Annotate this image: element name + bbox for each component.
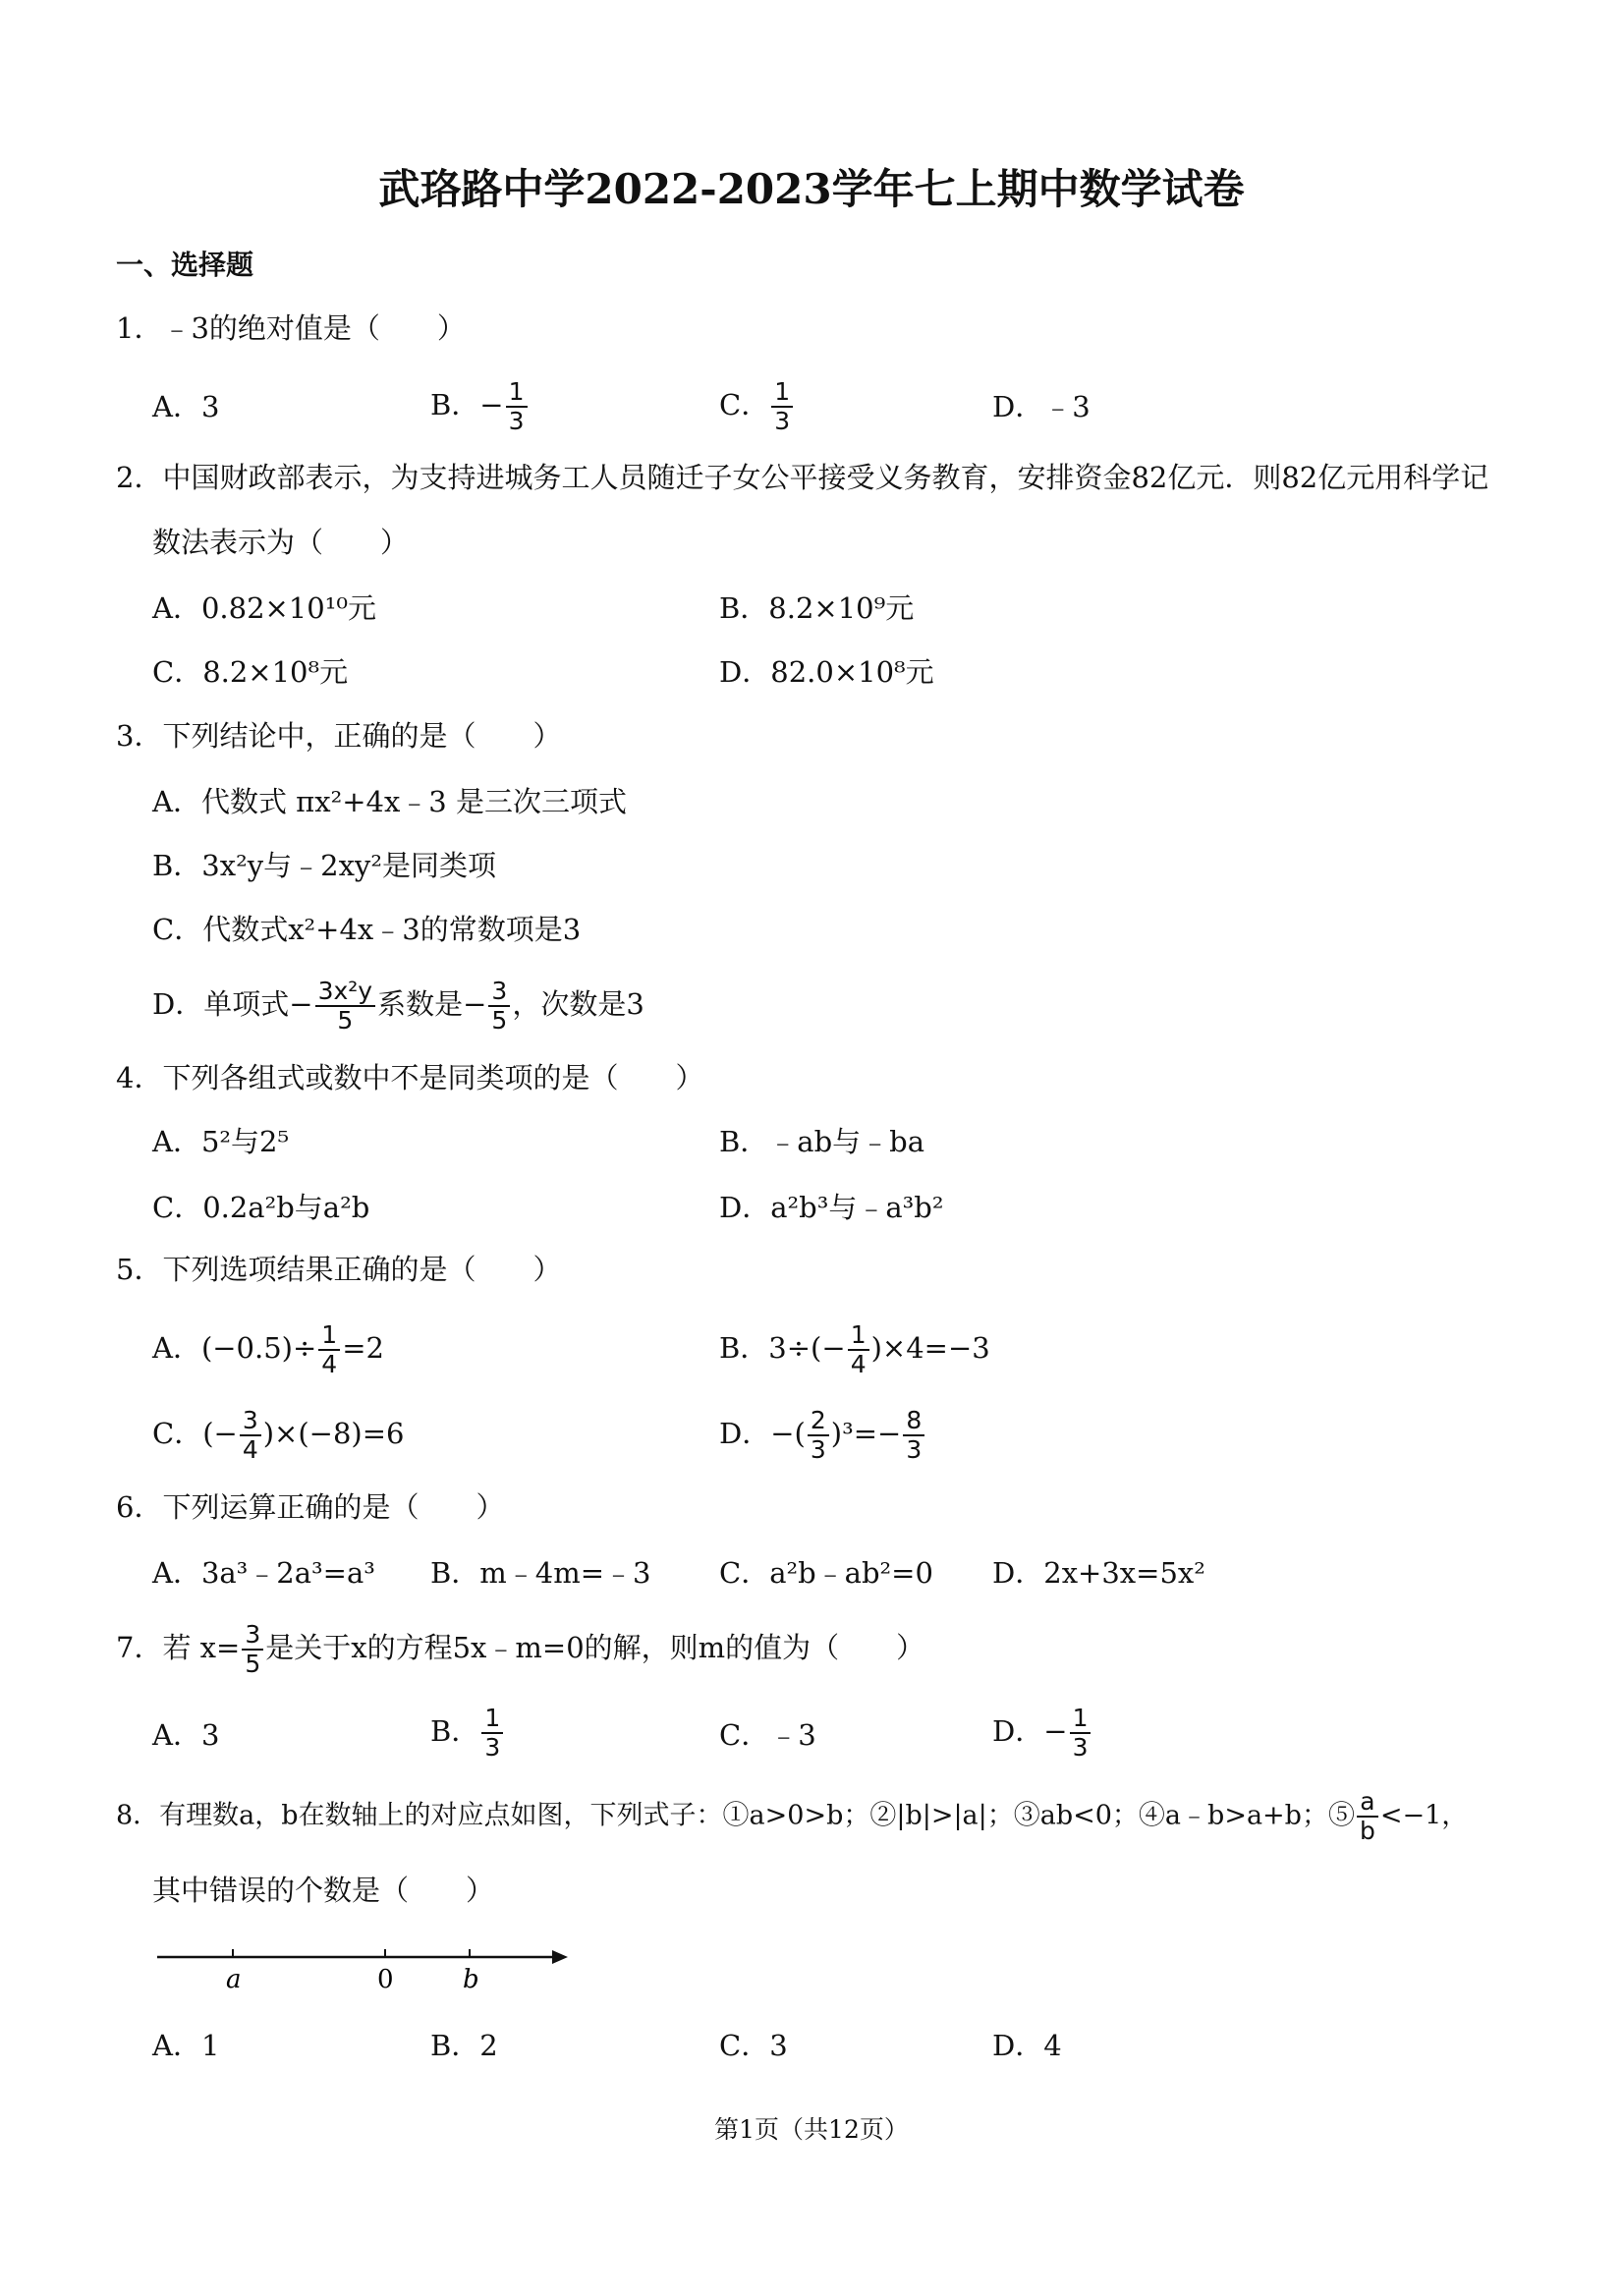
q1-option-a: A．3 [152, 390, 220, 423]
fraction: $\frac{3}{4}$ [240, 1407, 261, 1464]
q1-option-c: C． $\frac{1}{3}$ [719, 378, 795, 435]
q1-option-d: D．﹣3 [992, 390, 1091, 423]
fraction: $\frac{1}{4}$ [318, 1321, 340, 1378]
q4-option-d: D．a²b³与﹣a³b² [719, 1191, 944, 1224]
number-line-figure [157, 1933, 580, 1992]
q8-stem-line1: 8．有理数a，b在数轴上的对应点如图，下列式子：①a>0>b；②|b|>|a|；③ab<0；④a﹣b>a+b；⑤ $\frac{a}{b}$ <−1， [116, 1787, 1469, 1845]
label-b: b [463, 1965, 479, 1992]
q3-option-d: D．单项式− $\frac{\text{3x²y}}{5}$ 系数是− $\frac{3}{5}$ ，次数是3 [152, 977, 644, 1035]
fraction: $\frac{3}{5}$ [488, 978, 510, 1035]
q8-option-c: C．3 [719, 2029, 788, 2062]
q2-option-b: B．8.2×10⁹元 [719, 591, 915, 625]
q4-option-b: B．﹣ab与﹣ba [719, 1125, 925, 1158]
q7-option-c: C．﹣3 [719, 1718, 816, 1752]
q5-stem: 5．下列选项结果正确的是（ ） [116, 1253, 562, 1286]
fraction: $\frac{1}{4}$ [848, 1321, 869, 1378]
q6-stem: 6．下列运算正确的是（ ） [116, 1490, 505, 1524]
q5-option-d: D．−( $\frac{2}{3}$ )³=− $\frac{8}{3}$ [719, 1407, 926, 1464]
q6-option-d: D．2x+3x=5x² [992, 1556, 1205, 1590]
q7-option-b: B． $\frac{1}{3}$ [430, 1705, 505, 1762]
section-heading: 一、选择题 [116, 249, 254, 281]
q8-option-b: B．2 [430, 2029, 498, 2062]
q3-stem: 3．下列结论中，正确的是（ ） [116, 719, 562, 753]
page-footer: 第1页（共12页） [714, 2115, 909, 2144]
q6-option-a: A．3a³﹣2a³=a³ [152, 1556, 375, 1590]
q3-option-c: C．代数式x²+4x﹣3的常数项是3 [152, 913, 582, 946]
q4-stem: 4．下列各组式或数中不是同类项的是（ ） [116, 1061, 704, 1094]
q1-option-b: B．− $\frac{1}{3}$ [430, 378, 530, 435]
q8-option-a: A．1 [152, 2029, 220, 2062]
q7-option-a: A．3 [152, 1718, 220, 1752]
fraction: $\frac{\text{3x²y}}{5}$ [315, 978, 376, 1035]
fraction: $\frac{1}{3}$ [481, 1705, 503, 1762]
fraction: $\frac{3}{5}$ [242, 1621, 263, 1678]
q2-option-c: C．8.2×10⁸元 [152, 655, 349, 689]
page-title: 武珞路中学2022-2023学年七上期中数学试卷 [378, 165, 1245, 213]
q6-option-c: C．a²b﹣ab²=0 [719, 1556, 933, 1590]
q2-option-d: D．82.0×10⁸元 [719, 655, 934, 689]
label-0: 0 [377, 1965, 394, 1992]
q5-option-c: C．(− $\frac{3}{4}$ )×(−8)=6 [152, 1406, 405, 1464]
fraction: $\frac{1}{3}$ [506, 378, 528, 435]
q7-stem: 7．若 x= $\frac{3}{5}$ 是关于x的方程5x﹣m=0的解，则m的值为（ ） [116, 1620, 925, 1678]
q2-option-a: A．0.82×10¹⁰元 [152, 591, 376, 625]
fraction: $\frac{a}{b}$ [1357, 1788, 1378, 1845]
q7-option-d: D．− $\frac{1}{3}$ [992, 1705, 1092, 1762]
q8-option-d: D．4 [992, 2029, 1062, 2062]
label-a: a [226, 1965, 242, 1992]
q4-option-a: A．5²与2⁵ [152, 1125, 290, 1158]
q5-option-a: A．(−0.5)÷ $\frac{1}{4}$ =2 [152, 1320, 384, 1378]
q8-stem-line2: 其中错误的个数是（ ） [152, 1874, 495, 1907]
q5-option-b: B．3÷(− $\frac{1}{4}$ )×4=−3 [719, 1320, 990, 1378]
q2-stem-line1: 2．中国财政部表示，为支持进城务工人员随迁子女公平接受义务教育，安排资金82亿元．则82亿元用科学记 [116, 461, 1489, 494]
q3-option-b: B．3x²y与﹣2xy²是同类项 [152, 849, 496, 882]
fraction: $\frac{8}{3}$ [903, 1407, 924, 1464]
q1-stem: 1．﹣3的绝对值是（ ） [116, 311, 466, 345]
q3-option-a: A．代数式 πx²+4x﹣3 是三次三项式 [152, 785, 627, 818]
q2-stem-line2: 数法表示为（ ） [152, 526, 410, 559]
fraction: $\frac{1}{3}$ [1070, 1705, 1091, 1762]
q4-option-c: C．0.2a²b与a²b [152, 1191, 370, 1224]
number-line-arrow [552, 1950, 568, 1964]
fraction: $\frac{1}{3}$ [771, 378, 793, 435]
q6-option-b: B．m﹣4m=﹣3 [430, 1556, 651, 1590]
fraction: $\frac{2}{3}$ [808, 1407, 829, 1464]
